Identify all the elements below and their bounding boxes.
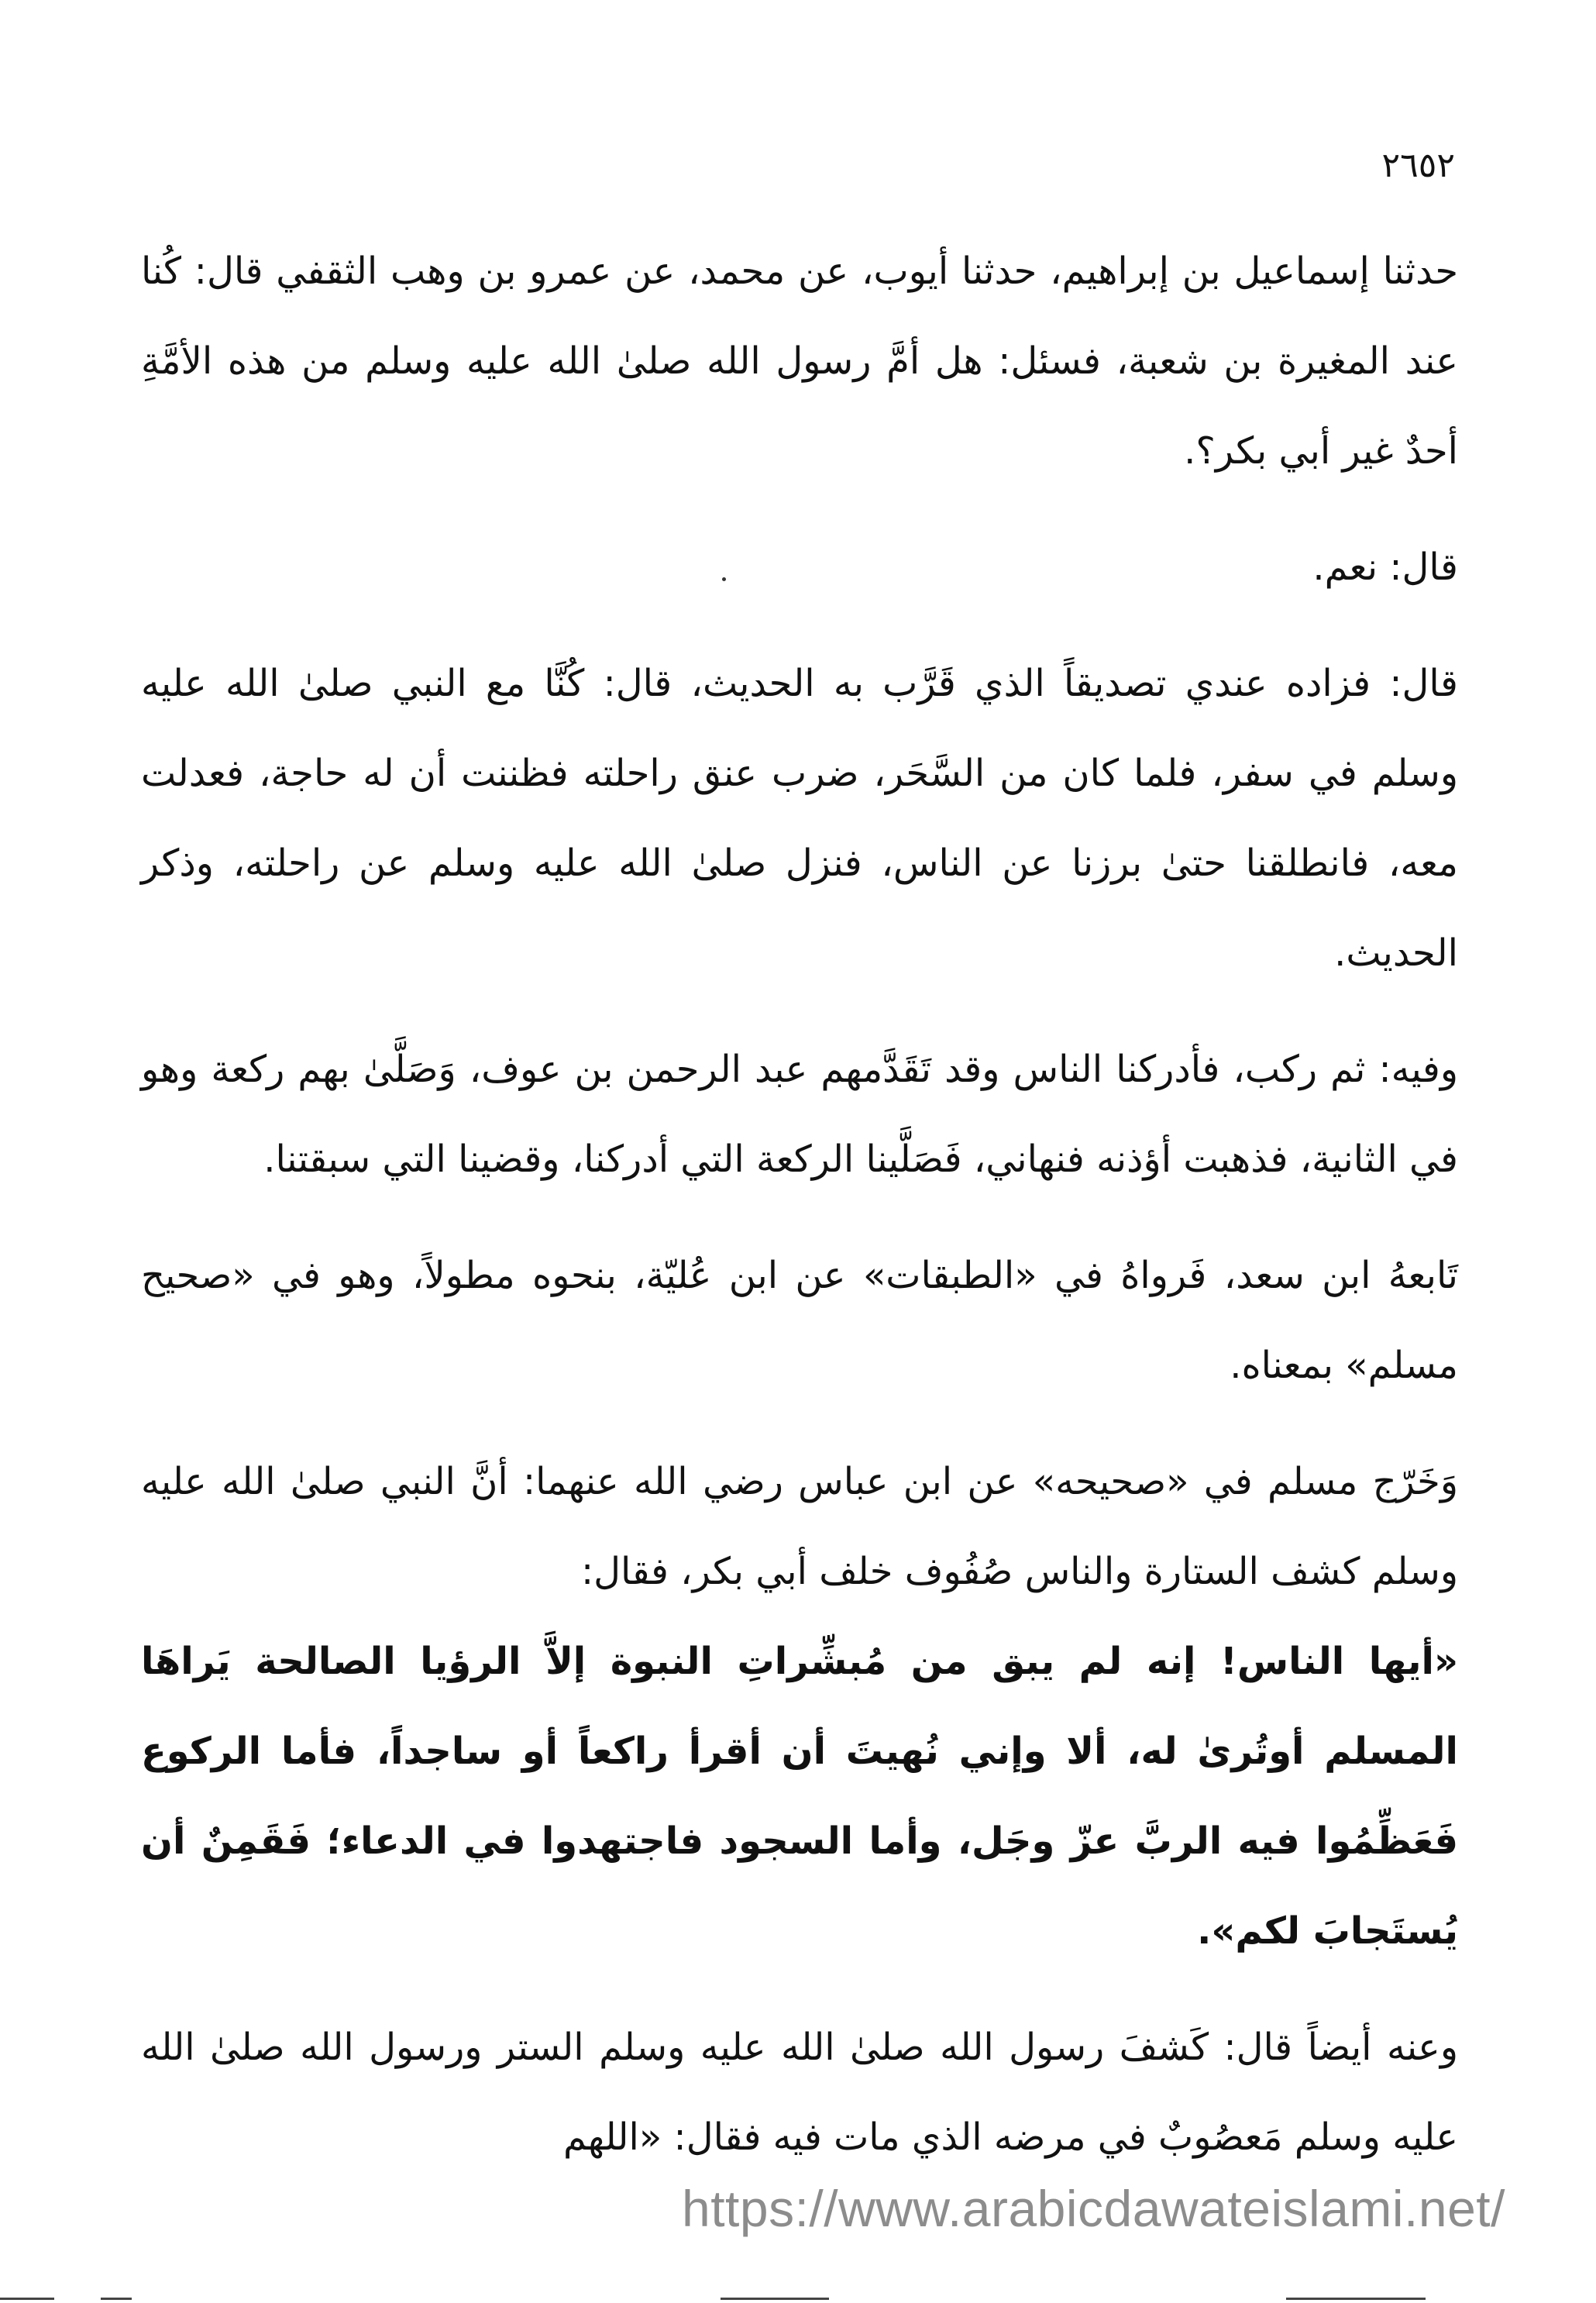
paragraph-5: تَابعهُ ابن سعد، فَرواهُ في «الطبقات» عن ابن عُليّة، بنحوه مطولاً، وهو في «صحيح مسلم» بمعناه.	[141, 1254, 1458, 1387]
paragraph-3: قال: فزاده عندي تصديقاً الذي قَرَّب به الحديث، قال: كُنَّا مع النبي صلىٰ الله عليه وسلم في سفر، فلما كان من السَّحَر، ضرب عنق راحلته فظننت أن له حاجة، فعدلت معه، فانطلقنا حتىٰ برزنا عن الناس، فنزل صلىٰ الله عليه وسلم عن راحلته، وذكر الحديث.	[141, 662, 1458, 975]
paragraph-1: حدثنا إسماعيل بن إبراهيم، حدثنا أيوب، عن محمد، عن عمرو بن وهب الثقفي قال: كُنا عند المغيرة بن شعبة، فسئل: هل أمَّ رسول الله صلىٰ الله عليه وسلم من هذه الأمَّةِ أحدٌ غير أبي بكر؟.	[141, 250, 1458, 473]
page-body	[141, 226, 1458, 2208]
hadith-quote: «أيها الناس! إنه لم يبق من مُبشِّراتِ النبوة إلاَّ الرؤيا الصالحة يَراهَا المسلم أوتُرىٰ له، ألا وإني نُهيتَ أن أقرأ راكعاً أو ساجداً، فأما الركوع فَعَظِّمُوا فيه الربَّ عزّ وجَل، وأما السجود فاجتهدوا في الدعاء؛ فَقَمِنٌ أن يُستَجابَ لكم».	[141, 1640, 1458, 1953]
paragraph-8: وعنه أيضاً قال: كَشفَ رسول الله صلىٰ الله عليه وسلم الستر ورسول الله صلىٰ الله عليه وسلم مَعصُوبٌ في مرضه الذي مات فيه فقال: «اللهم	[141, 2026, 1458, 2159]
paragraph-4: وفيه: ثم ركب، فأدركنا الناس وقد تَقَدَّمهم عبد الرحمن بن عوف، وَصَلَّىٰ بهم ركعة وهو في الثانية، فذهبت أؤذنه فنهاني، فَصَلَّينا الركعة التي أدركنا، وقضينا التي سبقتنا.	[141, 1048, 1458, 1181]
paragraph-2: قال: نعم.	[1312, 546, 1458, 589]
page-number: ٢٦٥٢	[1381, 146, 1455, 185]
watermark-url: https://www.arabicdawateislami.net/	[682, 2180, 1505, 2237]
scan-edge-marks	[0, 2292, 1596, 2303]
paragraph-6: وَخَرّج مسلم في «صحيحه» عن ابن عباس رضي الله عنهما: أنَّ النبي صلىٰ الله عليه وسلم كشف الستارة والناس صُفُوف خلف أبي بكر، فقال:	[141, 1460, 1458, 1593]
